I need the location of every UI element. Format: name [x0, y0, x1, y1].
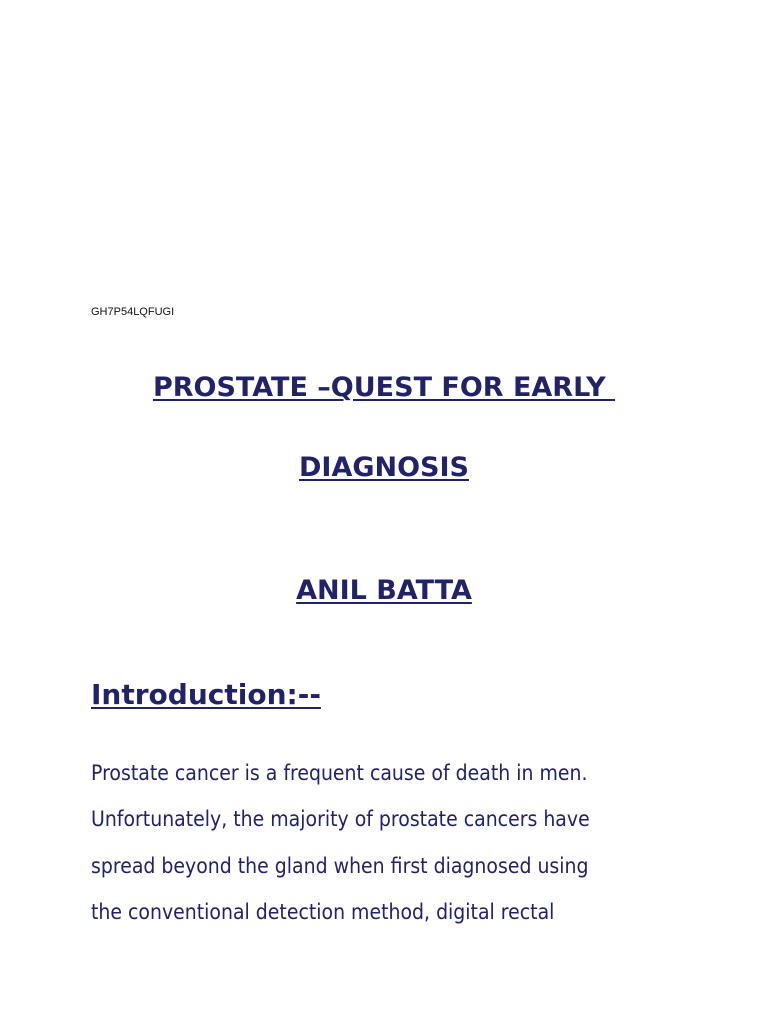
body-text-line: Prostate cancer is a frequent cause of death in men.: [91, 761, 588, 785]
body-text-line: the conventional detection method, digital rectal: [91, 900, 555, 924]
body-text-line: spread beyond the gland when first diagnosed using: [91, 854, 589, 878]
document-code: GH7P54LQFUGI: [91, 306, 175, 318]
body-text-line: Unfortunately, the majority of prostate cancers have: [91, 807, 590, 831]
section-heading-introduction: Introduction:--: [91, 678, 321, 711]
document-title-line-1: PROSTATE –QUEST FOR EARLY: [152, 372, 616, 403]
author-name: ANIL BATTA: [296, 575, 472, 606]
document-title-line-2: DIAGNOSIS: [298, 452, 469, 483]
